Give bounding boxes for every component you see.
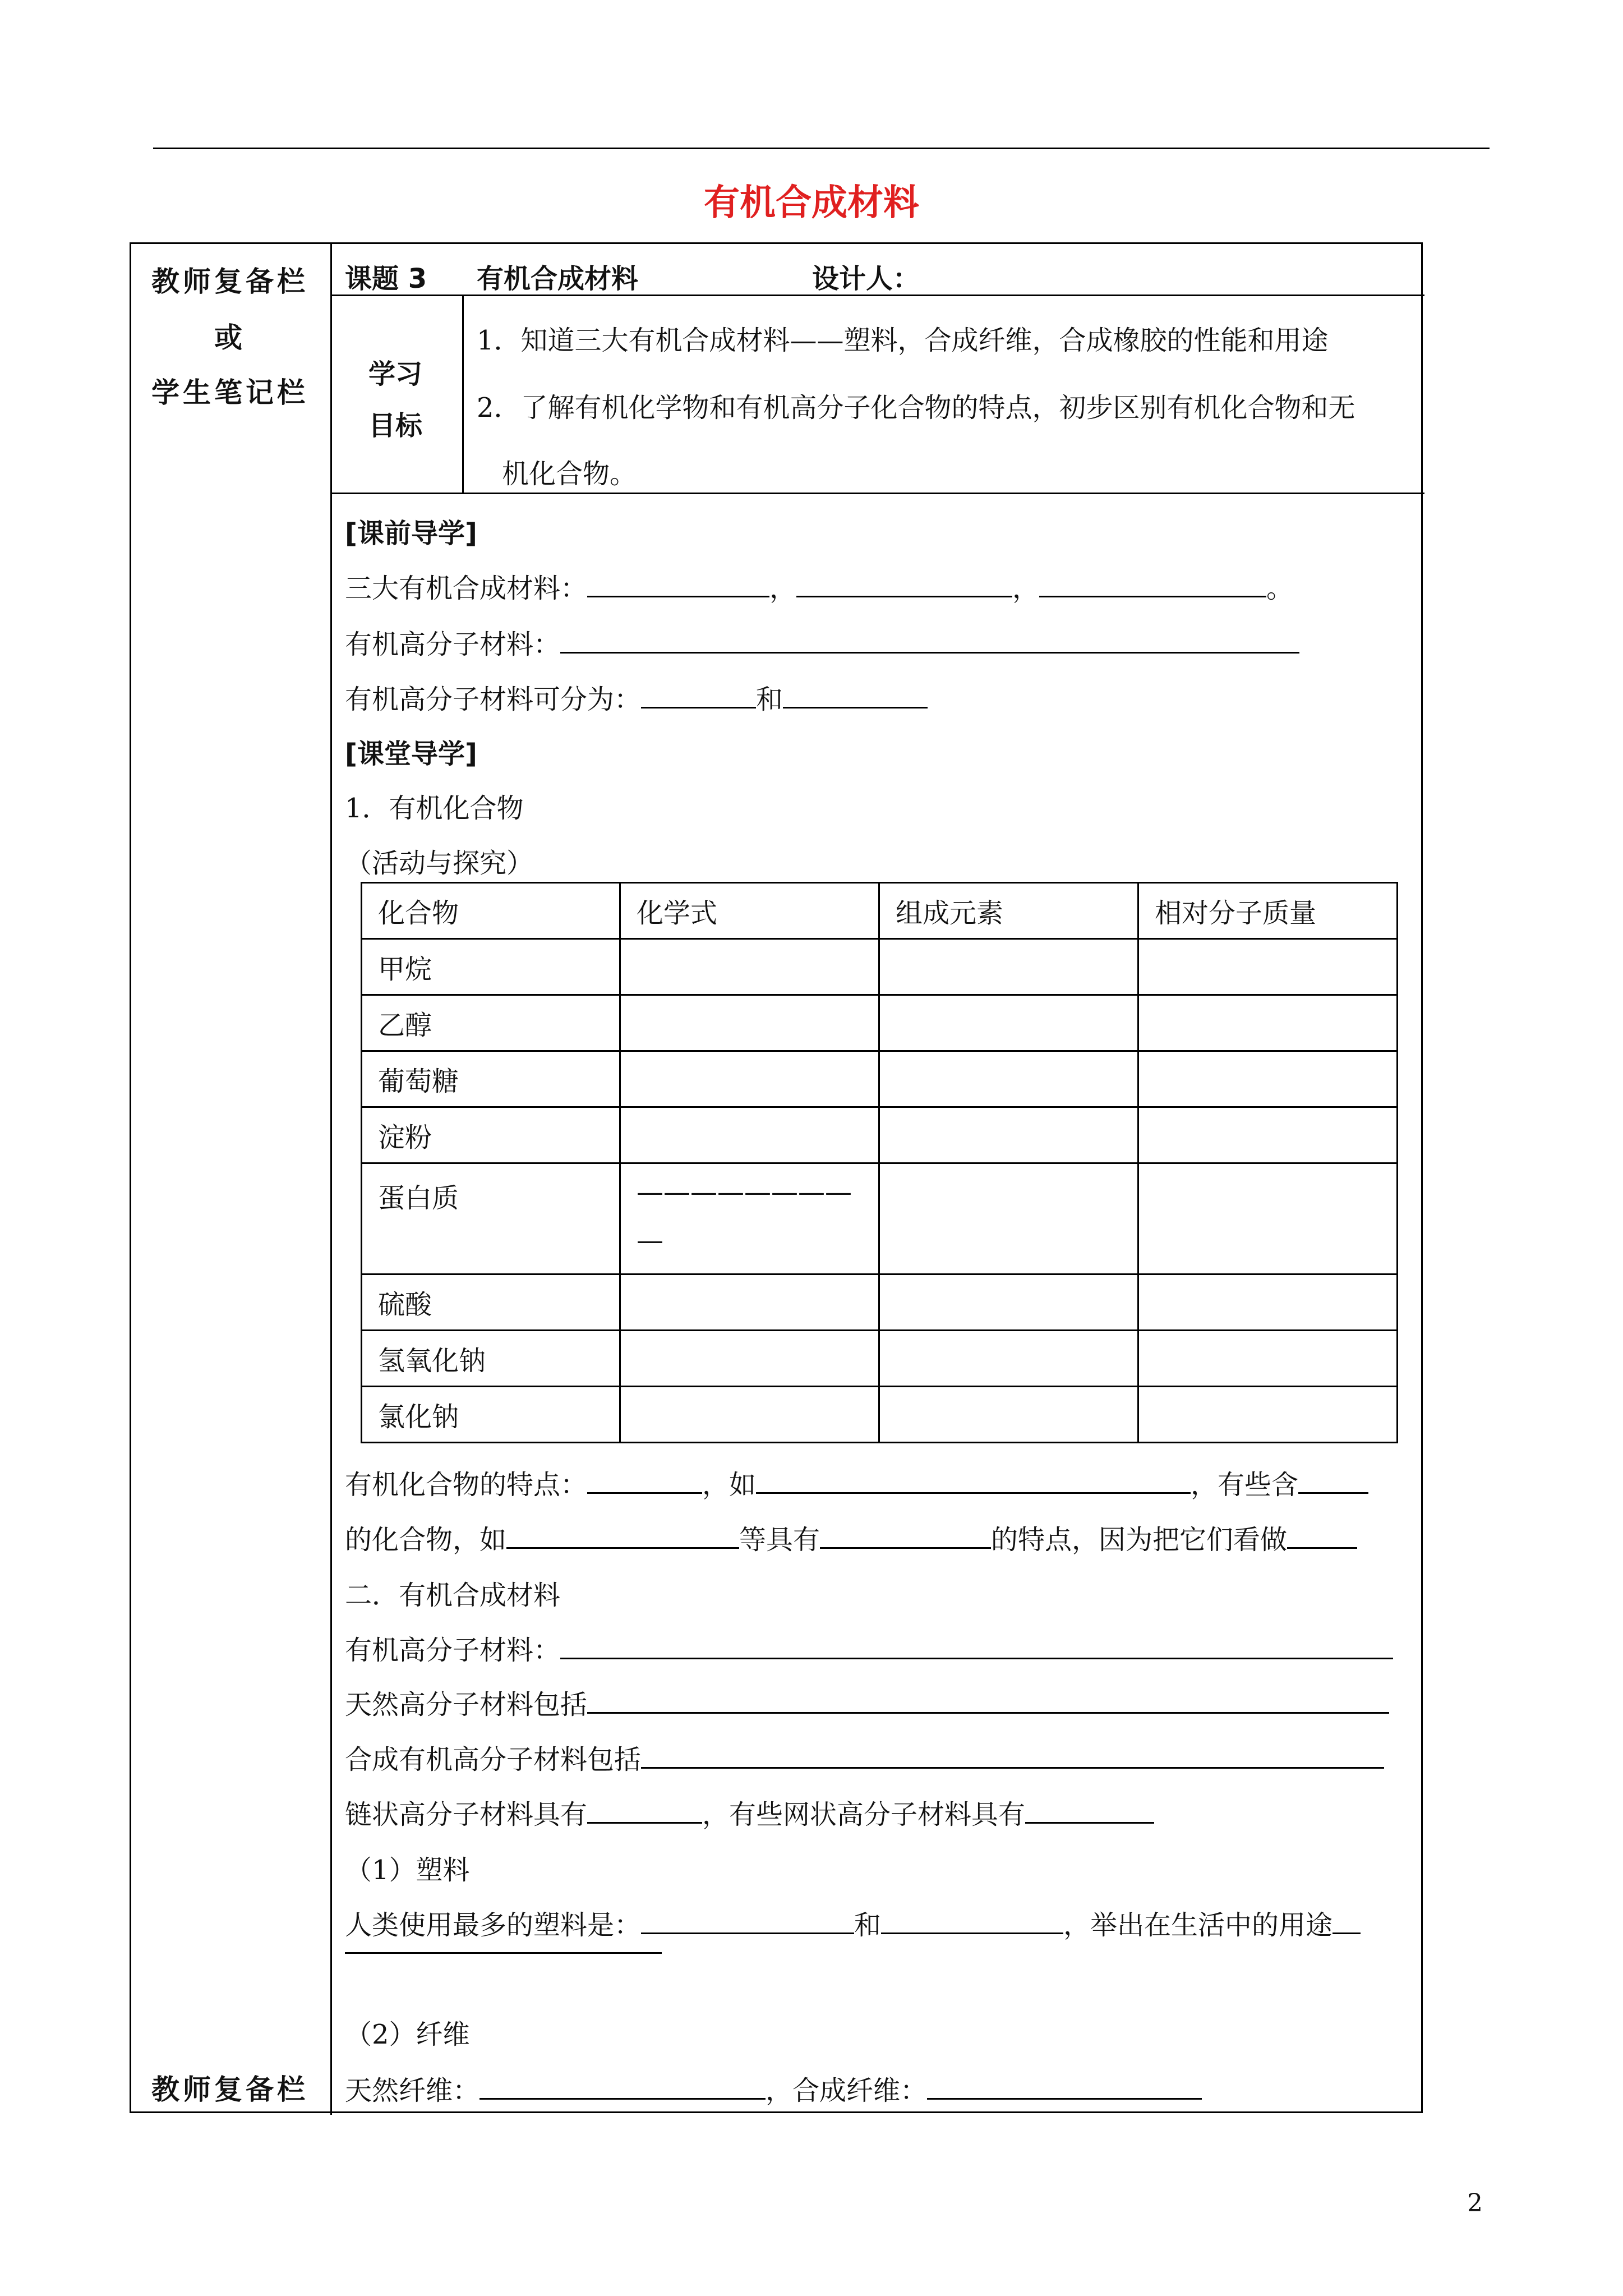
table-header: 化学式 (620, 883, 879, 939)
blank-type-1[interactable] (641, 684, 756, 708)
plastic-most-used-label: 人类使用最多的塑料是： (345, 1910, 642, 1941)
section-1-heading: 1．有机化合物 (345, 793, 524, 824)
natural-polymer-line (345, 1683, 1389, 1722)
compound-table (361, 882, 1398, 1443)
formula-cell[interactable] (620, 1387, 879, 1443)
plastic-line (345, 1903, 1361, 1942)
objectives-row-line (330, 493, 1424, 494)
traits-compound-such: 的化合物，如 (345, 1524, 507, 1556)
table-row (362, 1107, 1398, 1163)
blank-material-1[interactable] (587, 573, 769, 597)
table-row (362, 1051, 1398, 1107)
compound-name: 葡萄糖 (362, 1051, 620, 1107)
activity-label: （活动与探究） (345, 848, 534, 879)
sidebar-label-teacher-bottom: 教师复备栏 (151, 2073, 308, 2106)
mass-cell[interactable] (1138, 1274, 1398, 1331)
traits-such-as: ，如 (702, 1469, 757, 1501)
compound-name: 乙醇 (362, 995, 620, 1051)
objective-2: 2．了解有机化学物和有机高分子化合物的特点，初步区别有机化合物和无 (477, 392, 1355, 424)
formula-cell-dashed (620, 1163, 879, 1274)
table-row (362, 1163, 1398, 1274)
sidebar-label-or: 或 (214, 321, 246, 354)
page-title: 有机合成材料 (704, 182, 919, 224)
mass-cell[interactable] (1138, 1107, 1398, 1163)
formula-cell[interactable] (620, 1274, 879, 1331)
organic-traits-line-2 (345, 1518, 1357, 1557)
polymer-types-line (345, 678, 928, 716)
table-row (362, 1331, 1398, 1387)
elements-cell[interactable] (879, 1387, 1138, 1443)
traits-have: 等具有 (739, 1524, 820, 1556)
formula-cell[interactable] (620, 939, 879, 995)
blank-material-3[interactable] (1039, 573, 1266, 597)
synthetic-fiber-label: ，合成纤维： (766, 2075, 928, 2106)
objectives-divider (462, 295, 464, 493)
table-header: 化合物 (362, 883, 620, 939)
formula-cell[interactable] (620, 995, 879, 1051)
polymer-types-label: 有机高分子材料可分为： (345, 684, 642, 715)
mass-cell[interactable] (1138, 995, 1398, 1051)
mass-cell[interactable] (1138, 1387, 1398, 1443)
synthetic-polymer-label: 合成有机高分子材料包括 (345, 1744, 642, 1775)
comma-2: ， (1012, 573, 1040, 604)
compound-name: 淀粉 (362, 1107, 620, 1163)
protein-dash-1: ———————— (637, 1176, 852, 1208)
network-polymer-label: ，有些网状高分子材料具有 (702, 1799, 1026, 1830)
protein-dash-2: — (637, 1225, 663, 1256)
section-2-heading: 二．有机合成材料 (345, 1580, 561, 1611)
blank-type-2[interactable] (783, 684, 928, 708)
pre-class-heading: [课前导学] (345, 518, 477, 549)
poly-material-line (345, 1628, 1393, 1667)
plastic-uses-label: ，举出在生活中的用途 (1063, 1910, 1333, 1941)
in-class-heading: [课堂导学] (345, 738, 477, 770)
blank-plastic-1[interactable] (641, 1910, 854, 1934)
elements-cell[interactable] (879, 1331, 1138, 1387)
compound-name: 硫酸 (362, 1274, 620, 1331)
natural-fiber-label: 天然纤维： (345, 2075, 480, 2106)
three-materials-line (345, 567, 1293, 605)
elements-cell[interactable] (879, 1051, 1138, 1107)
table-header-row (362, 883, 1398, 939)
blank-contain[interactable] (1298, 1470, 1368, 1494)
sidebar-label-student: 学生笔记栏 (151, 376, 308, 409)
fiber-line (345, 2069, 1202, 2108)
elements-cell[interactable] (879, 1163, 1138, 1274)
compound-name: 甲烷 (362, 939, 620, 995)
traits-some-contain: ，有些含 (1191, 1469, 1299, 1501)
natural-polymer-label: 天然高分子材料包括 (345, 1689, 588, 1720)
objective-2-cont: 机化合物。 (502, 458, 637, 490)
objectives-label-1: 学习 (368, 358, 422, 390)
blank-natural-fiber[interactable] (479, 2076, 766, 2100)
blank-feature[interactable] (820, 1525, 991, 1549)
and-label: 和 (756, 684, 783, 715)
blank-synthetic-fiber[interactable] (927, 2076, 1202, 2100)
objectives-label-2: 目标 (368, 410, 422, 441)
blank-compound-example[interactable] (506, 1525, 739, 1549)
traits-label: 有机化合物的特点： (345, 1469, 588, 1501)
table-row (362, 1274, 1398, 1331)
chain-polymer-line (345, 1793, 1154, 1832)
elements-cell[interactable] (879, 939, 1138, 995)
blank-regard[interactable] (1287, 1525, 1357, 1549)
mass-cell[interactable] (1138, 1163, 1398, 1274)
blank-chain[interactable] (587, 1800, 702, 1824)
traits-regard-as: 的特点，因为把它们看做 (991, 1524, 1288, 1556)
blank-traits-example[interactable] (756, 1470, 1191, 1494)
blank-network[interactable] (1025, 1800, 1154, 1824)
fiber-heading: （2）纤维 (345, 2019, 470, 2050)
poly-material-label: 有机高分子材料： (345, 1635, 561, 1666)
polymer-label: 有机高分子材料： (345, 629, 561, 660)
elements-cell[interactable] (879, 995, 1138, 1051)
blank-synthetic-polymer[interactable] (641, 1745, 1384, 1769)
period: 。 (1266, 573, 1294, 604)
compound-name: 蛋白质 (362, 1163, 620, 1274)
lesson-title: 有机合成材料 (477, 263, 639, 295)
objective-1: 1．知道三大有机合成材料——塑料，合成纤维，合成橡胶的性能和用途 (477, 325, 1329, 356)
blank-natural-polymer[interactable] (587, 1690, 1389, 1714)
blank-traits[interactable] (587, 1470, 702, 1494)
plastic-heading: （1）塑料 (345, 1855, 470, 1886)
organic-traits-line-1 (345, 1463, 1368, 1502)
chain-polymer-label: 链状高分子材料具有 (345, 1799, 588, 1830)
table-header: 组成元素 (879, 883, 1138, 939)
blank-poly-material[interactable] (560, 1635, 1393, 1659)
compound-name: 氢氧化钠 (362, 1331, 620, 1387)
blank-plastic-use-cont[interactable] (345, 1952, 662, 1954)
top-rule (153, 148, 1490, 149)
elements-cell[interactable] (879, 1274, 1138, 1331)
lesson-number: 课题 3 (345, 263, 427, 295)
formula-cell[interactable] (620, 1107, 879, 1163)
polymer-line (345, 623, 1299, 661)
comma-1: ， (769, 573, 797, 604)
compound-name: 氯化钠 (362, 1387, 620, 1443)
table-row (362, 939, 1398, 995)
blank-plastic-2[interactable] (881, 1910, 1063, 1934)
blank-material-2[interactable] (796, 573, 1012, 597)
table-row (362, 1387, 1398, 1443)
designer-label: 设计人： (812, 263, 920, 295)
blank-plastic-use[interactable] (1332, 1910, 1361, 1934)
mass-cell[interactable] (1138, 1051, 1398, 1107)
table-header: 相对分子质量 (1138, 883, 1398, 939)
sidebar-divider (330, 244, 332, 2115)
three-materials-label: 三大有机合成材料： (345, 573, 588, 604)
plastic-and: 和 (854, 1910, 882, 1941)
formula-cell[interactable] (620, 1051, 879, 1107)
sidebar-label-teacher: 教师复备栏 (151, 265, 308, 298)
mass-cell[interactable] (1138, 1331, 1398, 1387)
elements-cell[interactable] (879, 1107, 1138, 1163)
mass-cell[interactable] (1138, 939, 1398, 995)
blank-polymer[interactable] (560, 629, 1299, 654)
table-row (362, 995, 1398, 1051)
page-number: 2 (1467, 2189, 1483, 2217)
formula-cell[interactable] (620, 1331, 879, 1387)
synthetic-polymer-line (345, 1738, 1384, 1777)
